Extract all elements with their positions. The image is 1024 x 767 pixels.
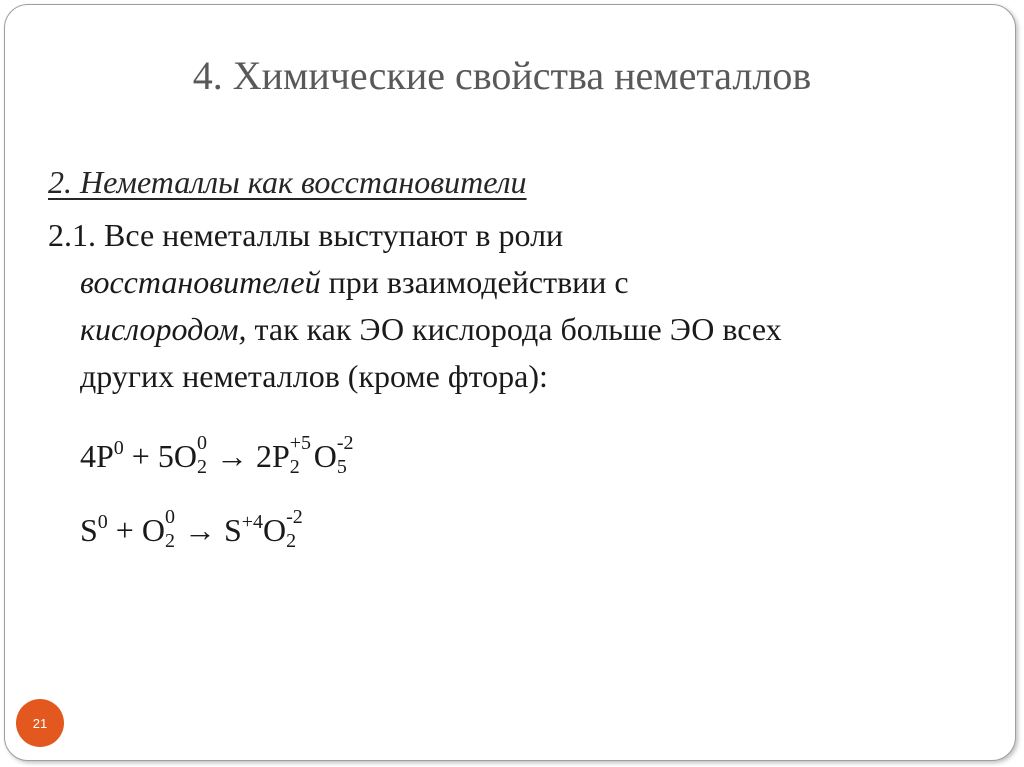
eq1-ox-a: 0 <box>113 437 124 459</box>
eq1-product-d: O <box>313 438 337 474</box>
equation-phosphorus <box>80 432 357 478</box>
eq1-index-d: 5 <box>336 456 347 478</box>
eq2-ox-d: -2 <box>286 506 303 528</box>
eq1-term-a: 4P <box>80 438 114 474</box>
eq1-product-c: → 2P <box>207 438 290 474</box>
eq1-stack-c <box>289 432 314 478</box>
eq1-ox-b: 0 <box>196 432 207 454</box>
eq2-index-d: 2 <box>286 530 297 552</box>
eq2-stack-d <box>286 506 306 552</box>
eq1-index-b: 2 <box>196 456 207 478</box>
eq2-index-b: 2 <box>164 530 175 552</box>
slide-title: 4. Химические свойства неметаллов <box>192 53 812 98</box>
paragraph-line-3 <box>48 306 978 353</box>
eq2-ox-a: 0 <box>97 511 108 533</box>
paragraph-line-1: 2.1. Все неметаллы выступают в роли <box>48 217 564 253</box>
paragraph-line-3-rest: так как ЭО кислорода больше ЭО всех <box>246 311 782 347</box>
paragraph-line-2 <box>48 259 978 306</box>
eq2-term-b: + O <box>107 512 165 548</box>
eq1-ox-d: -2 <box>336 432 354 454</box>
body-paragraph <box>48 212 978 400</box>
italic-term-reducers: восстановителей <box>80 264 321 300</box>
eq2-product-d: O <box>263 512 287 548</box>
eq1-stack-d <box>336 432 357 478</box>
page-number-badge: 21 <box>16 699 64 747</box>
section-subheading: 2. Неметаллы как восстановители <box>48 164 527 200</box>
paragraph-line-2-rest: при взаимодействии с <box>320 264 629 300</box>
eq1-ox-c: +5 <box>289 432 312 454</box>
eq2-term-a: S <box>80 512 98 548</box>
eq1-term-b: + 5O <box>123 438 197 474</box>
eq2-ox-c: +4 <box>241 511 264 533</box>
eq2-stack-b <box>164 506 176 552</box>
eq1-index-c: 2 <box>289 456 300 478</box>
eq1-stack-b <box>196 432 208 478</box>
paragraph-line-4: других неметаллов (кроме фтора): <box>80 358 548 394</box>
eq2-product-c: → S <box>175 512 242 548</box>
equation-sulfur <box>80 506 306 552</box>
italic-term-oxygen: кислородом, <box>80 311 247 347</box>
eq2-ox-b: 0 <box>164 506 175 528</box>
